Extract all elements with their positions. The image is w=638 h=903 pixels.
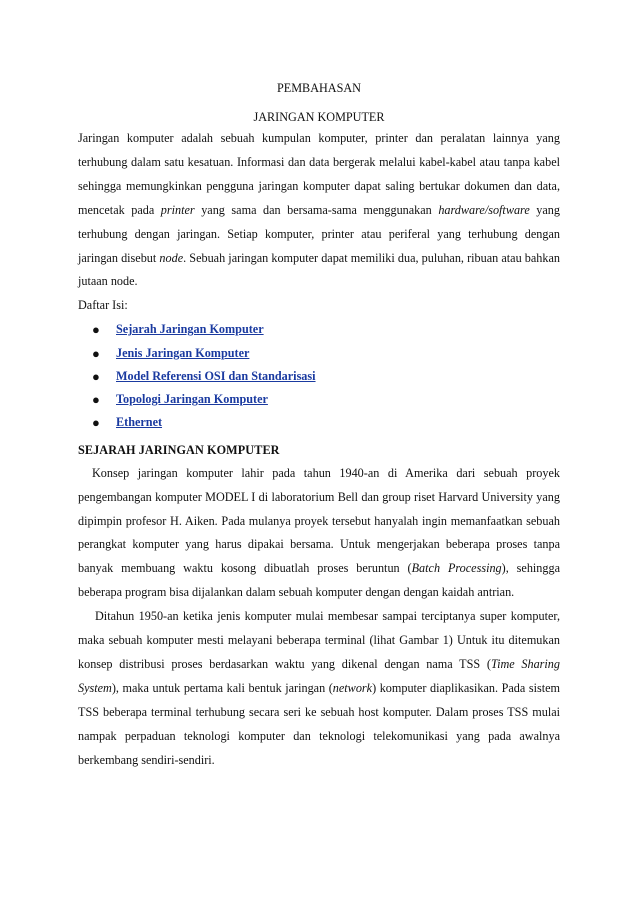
sejarah-p1-text-a: Konsep jaringan komputer lahir pada tahun 1940-an di Amerika dari sebuah proyek pengembangan komputer MODEL I di laboratorium Bell dan group riset Harvard University yang dipimpin profesor H. Aiken. Pada mulanya proyek tersebut hanyalah ingin memanfaatkan sebuah perangkat komputer yang harus dipakai bersama. Untuk mengerjakan beberapa proses tanpa banyak membuang waktu kosong dibuatlah proses beruntun ( bbox=[78, 465, 560, 576]
sejarah-p2-em-network: network bbox=[332, 680, 373, 695]
intro-text-2: yang sama dan bersama-sama menggunakan bbox=[194, 202, 439, 217]
toc-item bbox=[92, 411, 560, 434]
sejarah-p1-text-b: ), sehingga beberapa program bisa dijalankan dalam sebuah komputer dengan dengan kaidah antrian. bbox=[78, 561, 560, 600]
toc-item bbox=[92, 342, 560, 365]
sejarah-p2-text-b: ), maka untuk pertama kali bentuk jaringan ( bbox=[111, 680, 333, 695]
bullet-icon: ● bbox=[92, 392, 100, 408]
intro-em-hardware: hardware/software bbox=[438, 202, 530, 217]
bullet-icon: ● bbox=[92, 368, 100, 384]
intro-text-1: Jaringan komputer adalah sebuah kumpulan komputer, printer dan peralatan lainnya yang terhubung dalam satu kesatuan. Informasi dan data bergerak melalui kabel-kabel atau tanpa kabel sehingga memungkinkan pengguna jaringan komputer dapat saling bertukar dokumen dan data, mencetak pada bbox=[78, 131, 560, 217]
sejarah-p2-text-a: Ditahun 1950-an ketika jenis komputer mulai membesar sampai terciptanya super komputer, maka sebuah komputer mesti melayani beberapa terminal (lihat Gambar 1) Untuk itu ditemukan konsep distribusi proses berdasarkan waktu yang dikenal dengan nama TSS ( bbox=[78, 609, 560, 671]
toc-item bbox=[92, 318, 560, 341]
bullet-icon: ● bbox=[92, 415, 100, 431]
page-subheading: JARINGAN KOMPUTER bbox=[253, 110, 385, 124]
intro-text-4: . Sebuah jaringan komputer dapat memiliki dua, puluhan, ribuan atau bahkan jutaan node. bbox=[78, 250, 560, 289]
toc-list bbox=[78, 318, 560, 434]
intro-em-printer: printer bbox=[160, 202, 195, 217]
section-title-sejarah: SEJARAH JARINGAN KOMPUTER bbox=[78, 442, 280, 457]
intro-text-3: yang terhubung dengan jaringan. Setiap komputer, printer atau periferal yang terhubung dengan jaringan disebut bbox=[78, 202, 560, 265]
toc-link-topologi[interactable]: Topologi Jaringan Komputer bbox=[116, 392, 268, 407]
page-heading: PEMBAHASAN bbox=[277, 81, 361, 95]
sejarah-p1-em-batch: Batch Processing bbox=[411, 561, 502, 576]
toc-link-osi[interactable]: Model Referensi OSI dan Standarisasi bbox=[116, 368, 316, 383]
bullet-icon: ● bbox=[92, 322, 100, 338]
toc-item bbox=[92, 365, 560, 388]
toc-item bbox=[92, 388, 560, 411]
document-page bbox=[78, 66, 560, 773]
sejarah-paragraph-2 bbox=[78, 605, 560, 772]
sejarah-paragraph-1 bbox=[78, 462, 560, 605]
sejarah-p2-text-c: ) komputer diaplikasikan. Pada sistem TSS beberapa terminal terhubung secara seri ke sebuah host komputer. Dalam proses TSS mulai nampak perpaduan teknologi komputer dan teknologi telekomunikasi yang pada awalnya berkembang sendiri-sendiri. bbox=[78, 680, 560, 767]
toc-label: Daftar Isi: bbox=[78, 298, 128, 313]
toc-link-jenis[interactable]: Jenis Jaringan Komputer bbox=[116, 345, 250, 360]
toc-link-ethernet[interactable]: Ethernet bbox=[116, 415, 163, 430]
bullet-icon: ● bbox=[92, 345, 100, 361]
intro-paragraph bbox=[78, 127, 560, 294]
toc-link-sejarah[interactable]: Sejarah Jaringan Komputer bbox=[116, 322, 264, 337]
sejarah-p2-em-tss: Time Sharing System bbox=[78, 656, 560, 695]
intro-em-node: node bbox=[159, 250, 184, 265]
